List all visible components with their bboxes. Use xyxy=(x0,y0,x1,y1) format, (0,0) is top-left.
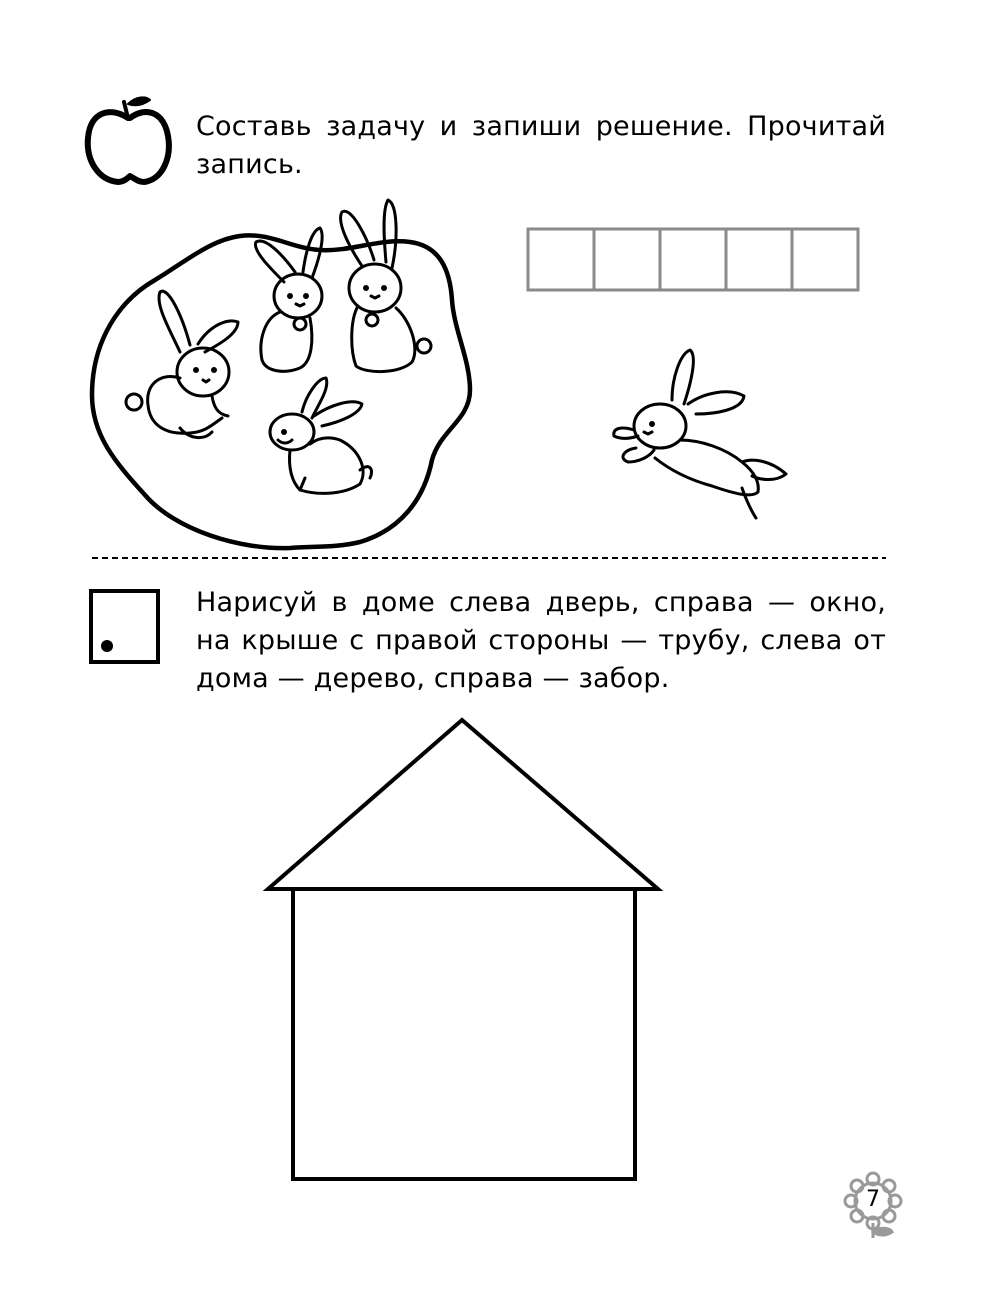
page-number: 7 xyxy=(866,1187,880,1212)
answer-cell xyxy=(726,229,792,290)
rabbit-icon xyxy=(341,200,431,372)
house-wall xyxy=(293,889,635,1179)
answer-cell xyxy=(528,229,594,290)
rabbit-icon xyxy=(614,350,786,518)
answer-cell xyxy=(792,229,858,290)
task1-instruction: Составь задачу и запиши решение. Прочитай запись. xyxy=(196,111,886,180)
rabbit-icon xyxy=(270,378,372,493)
answer-cell xyxy=(594,229,660,290)
apple-icon xyxy=(88,97,169,182)
answer-cell xyxy=(660,229,726,290)
square-dot-icon xyxy=(91,591,158,662)
task2-instruction: Нарисуй в доме слева дверь, справа — окно, на крыше с правой стороны — трубу, слева от дома — дерево, справа — забор. xyxy=(196,587,886,694)
answer-grid xyxy=(528,229,858,290)
house-outline xyxy=(268,720,658,1179)
rabbit-icon xyxy=(126,291,238,437)
house-roof xyxy=(268,720,658,889)
